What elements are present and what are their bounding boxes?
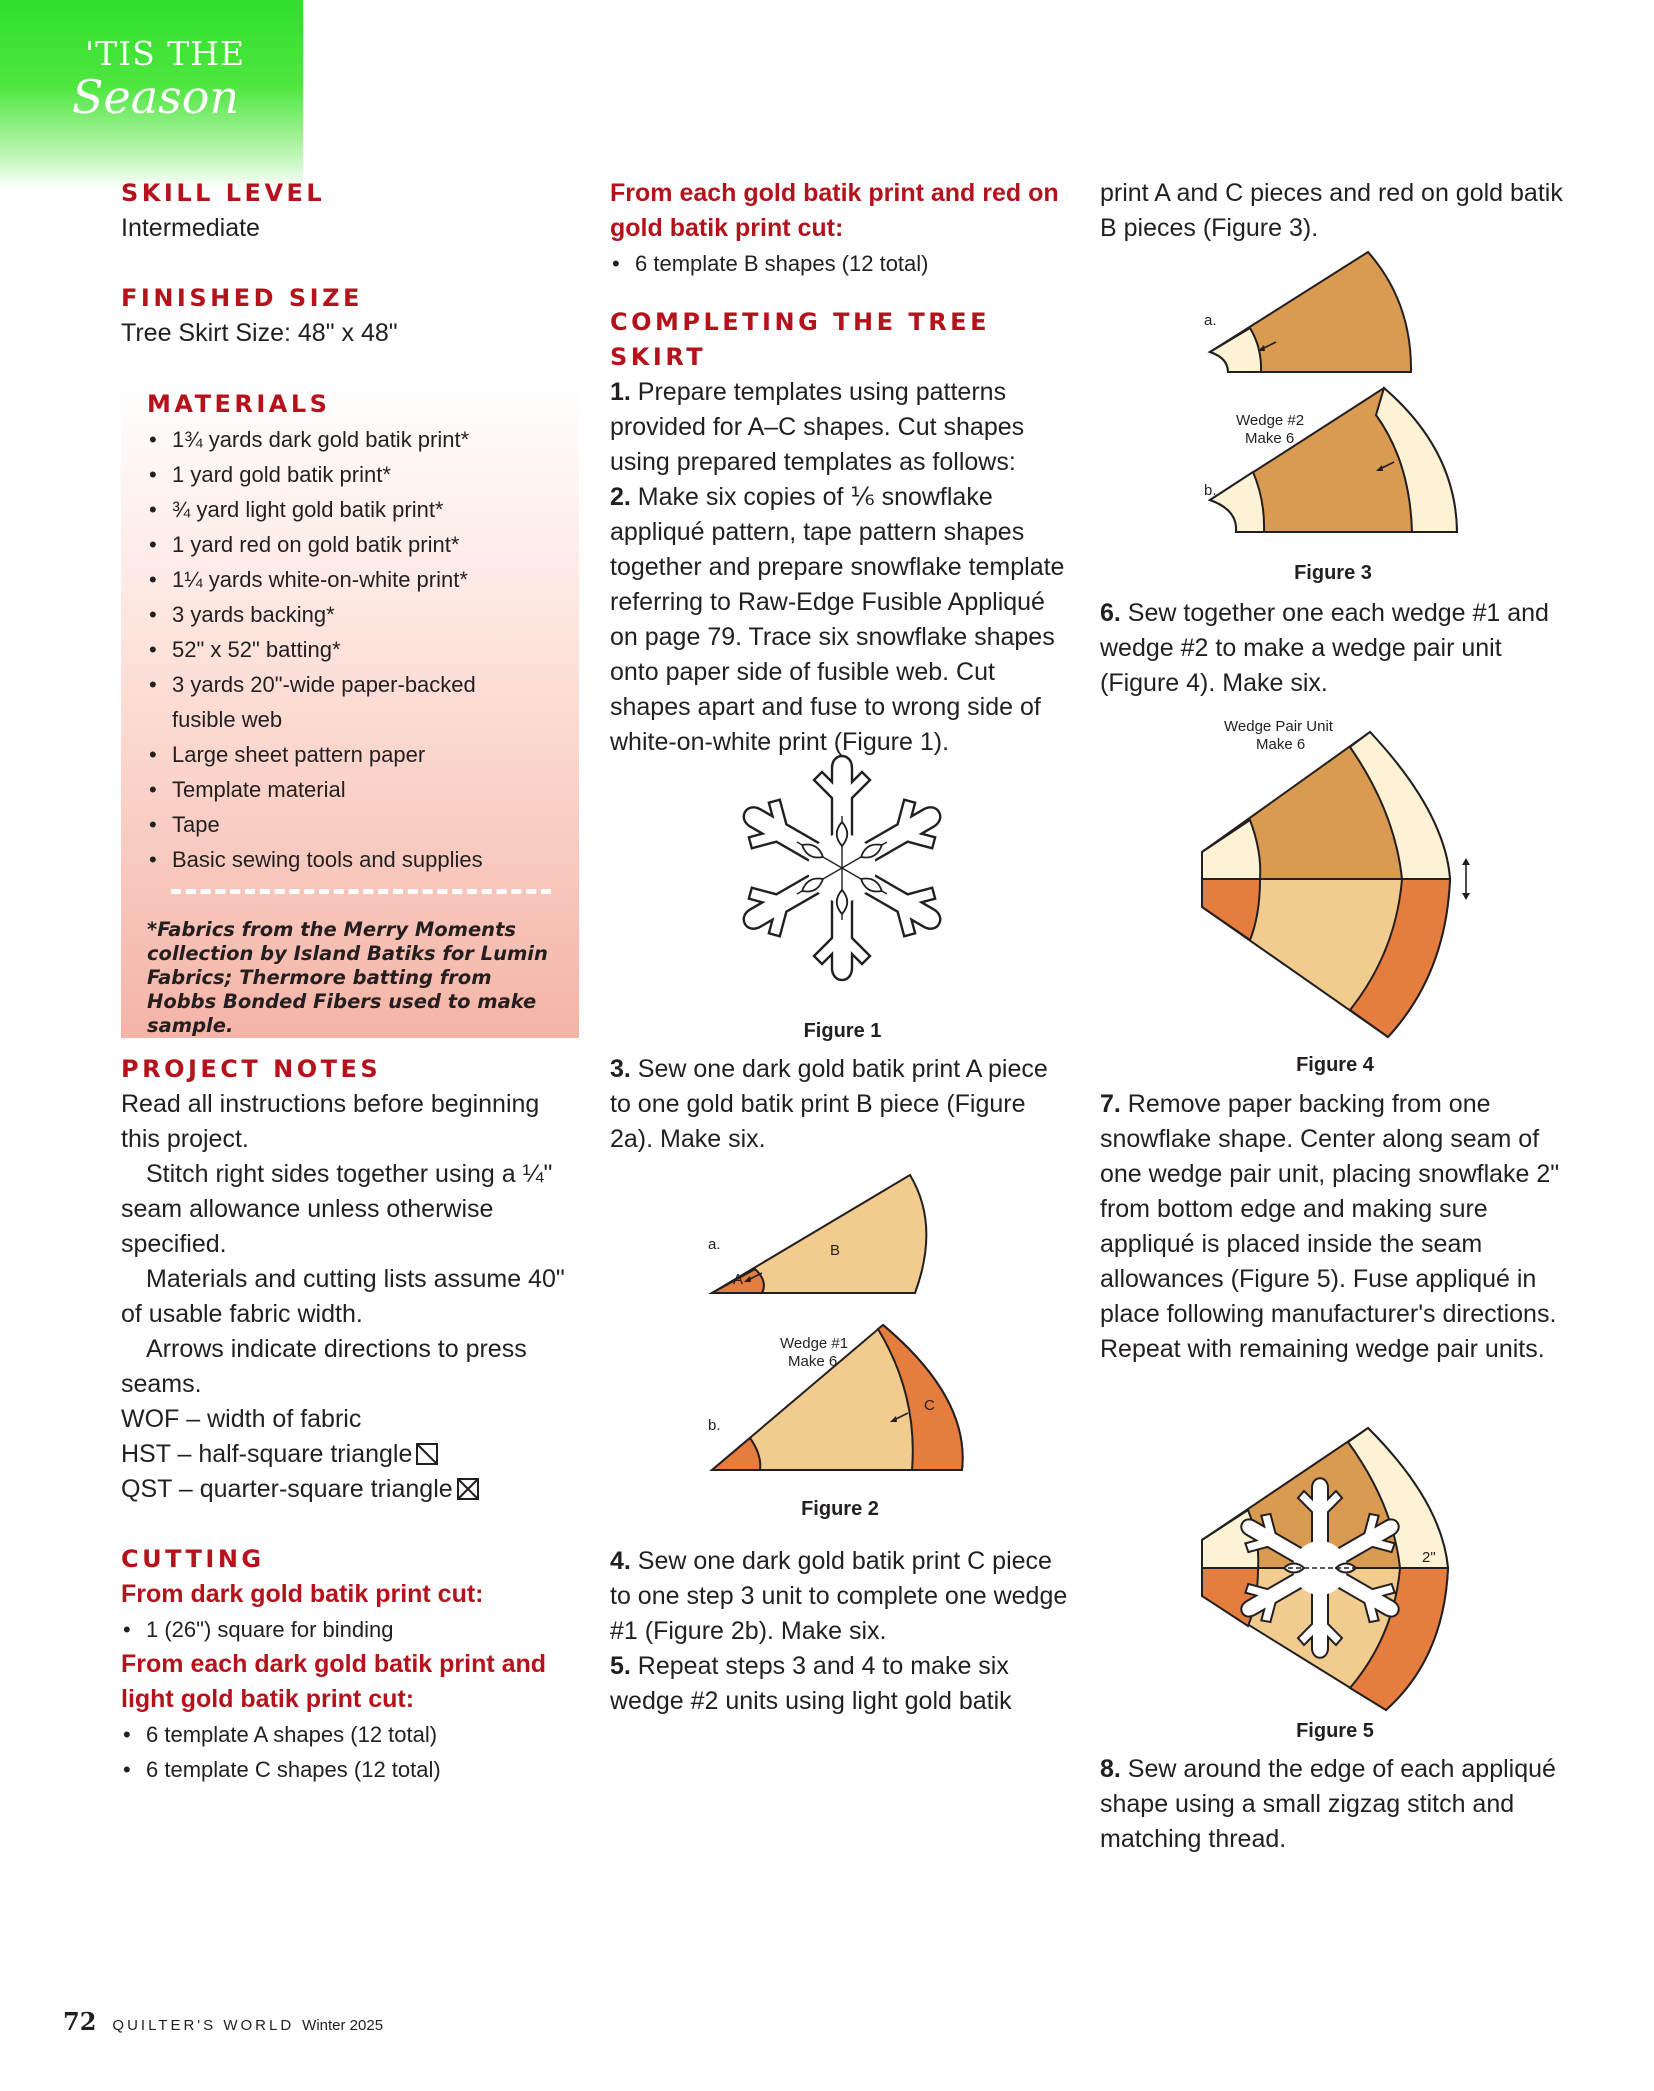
- step-1: 1. Prepare templates using patterns provided for A–C shapes. Cut shapes using prepared templates as follows:: [610, 378, 1025, 476]
- fig4-unit-label: Wedge Pair Unit: [1224, 718, 1333, 735]
- list-item: • 6 template B shapes (12 total): [610, 246, 1070, 281]
- figure-4-caption: Figure 4: [1296, 1054, 1374, 1076]
- column-1: [121, 176, 581, 351]
- materials-list: [147, 422, 579, 877]
- skill-value: Intermediate: [121, 214, 260, 242]
- step-3: 3. Sew one dark gold batik print A piece to one gold batik print B piece (Figure 2a). Make six.: [610, 1055, 1048, 1153]
- size-value: Tree Skirt Size: 48" x 48": [121, 319, 398, 347]
- issue-name: Winter 2025: [302, 2017, 384, 2034]
- fig2-wedge-label: Wedge #1: [780, 1335, 849, 1352]
- page-footer: [63, 2007, 383, 2036]
- divider: [171, 889, 551, 894]
- list-item: • 6 template C shapes (12 total): [121, 1752, 581, 1787]
- fig4-make-label: Make 6: [1256, 736, 1306, 753]
- column-3: [1100, 176, 1570, 246]
- note-wof: WOF – width of fabric: [121, 1405, 362, 1433]
- list-item: • 3 yards 20"-wide paper-backed fusible web: [147, 667, 502, 737]
- figure-3-caption: Figure 3: [1294, 562, 1372, 584]
- column-2-lower: [610, 1052, 1070, 1157]
- list-item: • 1 (26") square for binding: [121, 1612, 581, 1647]
- snowflake-icon: [720, 740, 965, 1000]
- step-5: 5. Repeat steps 3 and 4 to make six wedge #2 units using light gold batik: [610, 1652, 1012, 1715]
- fig2-C-label: C: [924, 1397, 935, 1414]
- project-notes-heading: PROJECT NOTES: [121, 1055, 382, 1083]
- fig3-make-label: Make 6: [1245, 430, 1295, 447]
- step-5-continued: print A and C pieces and red on gold batik B pieces (Figure 3).: [1100, 179, 1563, 242]
- column-2: [610, 176, 1070, 760]
- figure-3-diagram: [1198, 250, 1468, 550]
- materials-note: *Fabrics from the Merry Moments collection by Island Batiks for Lumin Fabrics; Thermore batting from Hobbs Bonded Fibers used to make sample.: [147, 918, 548, 1037]
- column-3-lower: [1100, 1087, 1570, 1367]
- figure-1-caption: Figure 1: [803, 1020, 882, 1042]
- figure-2-caption: Figure 2: [801, 1498, 879, 1520]
- figure-5-caption: Figure 5: [1296, 1720, 1374, 1742]
- fig2-a-label: a.: [708, 1236, 721, 1253]
- list-item: • 6 template A shapes (12 total): [121, 1717, 581, 1752]
- list-item: • 3 yards backing*: [147, 597, 579, 632]
- fig2-b-label: b.: [708, 1417, 721, 1434]
- cutting-list-2: [121, 1717, 581, 1787]
- step-4: 4. Sew one dark gold batik print C piece to one step 3 unit to complete one wedge #1 (Figure 2b). Make six.: [610, 1547, 1068, 1645]
- materials-box: [121, 380, 579, 1038]
- note-qst: QST – quarter-square triangle: [121, 1475, 453, 1503]
- skill-heading: SKILL LEVEL: [121, 179, 326, 207]
- fig2-make-label: Make 6: [788, 1353, 838, 1370]
- figure-2-diagram: [700, 1165, 980, 1495]
- fig5-dim-label: 2": [1422, 1549, 1436, 1566]
- list-item: • 1 yard gold batik print*: [147, 457, 579, 492]
- qst-icon: [457, 1478, 479, 1500]
- figure-4-diagram: [1190, 712, 1480, 1047]
- figure-5: [1190, 1422, 1480, 1752]
- note-qst-line: [121, 1472, 581, 1507]
- note-hst-line: [121, 1437, 581, 1472]
- figure-3: [1198, 250, 1468, 590]
- materials-heading: MATERIALS: [147, 390, 331, 418]
- cutting-heading: CUTTING: [121, 1545, 265, 1573]
- figure-2: [700, 1165, 980, 1530]
- figure-1: [720, 740, 965, 1042]
- cutting-list-3: [610, 246, 1070, 281]
- list-item: • Basic sewing tools and supplies: [147, 842, 579, 877]
- banner-line-2: Season: [72, 70, 240, 124]
- figure-4: [1190, 712, 1480, 1082]
- cutting-sub2: From each dark gold batik print and light gold batik print cut:: [121, 1650, 547, 1713]
- fig2-B-label: B: [830, 1242, 841, 1259]
- fig3-b-label: b.: [1204, 482, 1217, 499]
- column-3-bottom: [1100, 1752, 1570, 1857]
- note-p1: Read all instructions before beginning this project.: [121, 1090, 540, 1153]
- fig3-a-label: a.: [1204, 312, 1217, 329]
- cutting-sub1: From dark gold batik print cut:: [121, 1580, 484, 1608]
- note-p4: Arrows indicate directions to press seams.: [121, 1335, 527, 1398]
- list-item: • 1 yard red on gold batik print*: [147, 527, 579, 562]
- column-3-mid: [1100, 596, 1570, 701]
- size-heading: FINISHED SIZE: [121, 284, 363, 312]
- note-p3: Materials and cutting lists assume 40" of usable fabric width.: [121, 1265, 565, 1328]
- season-banner: [0, 0, 303, 190]
- cutting-list-1: [121, 1612, 581, 1647]
- completing-heading: COMPLETING THE TREE SKIRT: [610, 308, 990, 371]
- magazine-name: QUILTER'S WORLD: [112, 2017, 295, 2034]
- fig3-wedge-label: Wedge #2: [1236, 412, 1305, 429]
- column-2-bottom: [610, 1544, 1070, 1719]
- banner-line-1: 'TIS THE: [85, 34, 246, 73]
- list-item: • 1¾ yards dark gold batik print*: [147, 422, 579, 457]
- list-item: • Large sheet pattern paper: [147, 737, 579, 772]
- step-6: 6. Sew together one each wedge #1 and wedge #2 to make a wedge pair unit (Figure 4). Make six.: [1100, 599, 1549, 697]
- note-p2: Stitch right sides together using a ¼" seam allowance unless otherwise specified.: [121, 1160, 553, 1258]
- hst-icon: [416, 1443, 438, 1465]
- page-number: 72: [63, 2007, 97, 2036]
- notes-and-cutting: [121, 1052, 581, 1787]
- list-item: • ¾ yard light gold batik print*: [147, 492, 579, 527]
- step-2: 2. Make six copies of ⅙ snowflake appliqué pattern, tape pattern shapes together and prepare snowflake template referring to Raw-Edge Fusible Appliqué on page 79. Trace six snowflake shapes onto paper side of fusible web. Cut shapes apart and fuse to wrong side of white-on-white print (Figure 1).: [610, 483, 1065, 756]
- fig2-A-label: A: [733, 1271, 744, 1288]
- list-item: • Tape: [147, 807, 579, 842]
- step-8: 8. Sew around the edge of each appliqué shape using a small zigzag stitch and matching thread.: [1100, 1755, 1556, 1853]
- list-item: • Template material: [147, 772, 579, 807]
- note-hst: HST – half-square triangle: [121, 1440, 413, 1468]
- list-item: • 52" x 52" batting*: [147, 632, 579, 667]
- list-item: • 1¼ yards white-on-white print*: [147, 562, 579, 597]
- step-7: 7. Remove paper backing from one snowflake shape. Center along seam of one wedge pair unit, placing snowflake 2" from bottom edge and making sure appliqué is placed inside the seam allowances (Figure 5). Fuse appliqué in place following manufacturer's directions. Repeat with remaining wedge pair units.: [1100, 1090, 1560, 1363]
- cutting-sub3: From each gold batik print and red on gold batik print cut:: [610, 179, 1059, 242]
- figure-5-diagram: [1190, 1422, 1480, 1712]
